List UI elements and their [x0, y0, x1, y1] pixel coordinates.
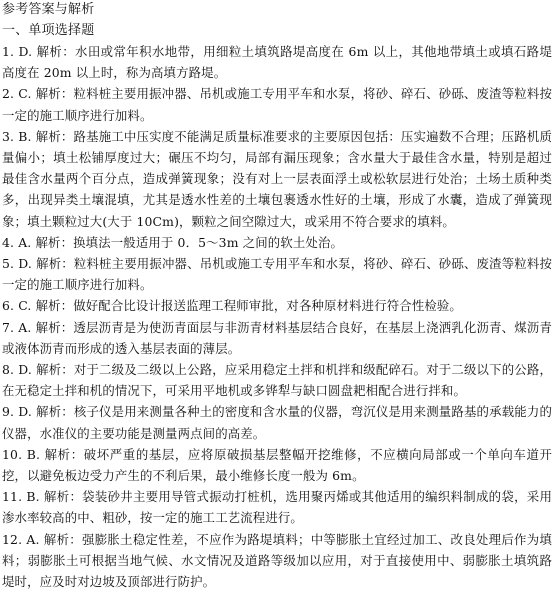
analysis-label: 解析： — [35, 319, 74, 335]
answer-number: 3. B. — [2, 128, 32, 144]
answer-number: 6. C. — [2, 298, 32, 314]
analysis-label: 解析： — [36, 44, 76, 59]
answer-item-2 — [2, 83, 552, 125]
answer-item-10 — [2, 444, 552, 486]
answer-number: 5. D. — [2, 256, 32, 272]
analysis-text: 袋装砂井主要用导管式振动打桩机，选用聚丙烯或其他适用的编织料制成的袋，采用渗水率较高的中、粗砂，按一定的施工工艺流程进行。 — [2, 489, 553, 526]
answer-item-8 — [2, 359, 552, 401]
answer-item-1 — [2, 41, 552, 83]
answer-number: 10. B. — [2, 446, 41, 462]
analysis-label: 解析： — [36, 362, 74, 378]
answer-number: 2. C. — [2, 86, 32, 102]
analysis-label: 解析： — [44, 446, 84, 462]
answer-item-4 — [2, 232, 552, 253]
answer-number: 12. A. — [2, 531, 40, 547]
analysis-text: 粒料桩主要用振冲器、吊机或施工专用平车和水泵，将砂、碎石、砂砾、废渣等粒料按一定的施工顺序进行加料。 — [2, 256, 552, 293]
analysis-label: 解析： — [35, 234, 74, 250]
analysis-text: 水田或常年积水地带，用细粒土填筑路堤高度在 6m 以上，其他地带填土或填石路堤高度在 20m 以上时，称为高填方路堤。 — [2, 44, 552, 81]
analysis-text: 做好配合比设计报送监理工程师审批，对各种原材料进行符合性检验。 — [73, 298, 462, 314]
answer-item-12 — [2, 529, 552, 593]
answer-number: 9. D. — [2, 404, 32, 420]
answer-item-7 — [2, 317, 552, 359]
analysis-text: 换填法一般适用于 0．5～3m 之间的软土处治。 — [73, 234, 344, 250]
answer-item-5 — [2, 253, 552, 295]
document-heading: 参考答案与解析 — [2, 2, 95, 17]
analysis-text: 核子仪是用来测量各种土的密度和含水量的仪器，弯沉仪是用来测量路基的承载能力的仪器，水准仪的主要功能是测量两点间的高差。 — [2, 404, 552, 441]
analysis-text: 破坏严重的基层，应将原破损基层整幅开挖维修，不应横向局部或一个单向车道开挖，以避免板边受力产生的不利后果，最小维修长度一般为 6m。 — [2, 446, 553, 484]
answer-number: 4. A. — [2, 234, 32, 250]
answer-item-6 — [2, 295, 552, 316]
analysis-label: 解析： — [35, 86, 74, 102]
analysis-text: 粒料桩主要用振冲器、吊机或施工专用平车和水泵，将砂、碎石、砂砾、废渣等粒料按一定的施工顺序进行加料。 — [2, 86, 553, 123]
analysis-label: 解析： — [35, 128, 74, 144]
analysis-text: 路基施工中压实度不能满足质量标准要求的主要原因包括：压实遍数不合理；压路机质量偏小；填土松铺厚度过大；碾压不均匀，局部有漏压现象；含水量大于最佳含水量，特别是超过最佳含水量两个百分点，造成弹簧现象；没有对上一层表面浮土或松软层进行处治；土场土质种类多，出现异类土壤混填，尤其是透水性差的土壤包裹透水性好的土壤，形成了水囊，造成了弹簧现象；填土颗粒过大(大于 10Cm)，颗粒之间空隙过大，或采用不符合要求的填料。 — [2, 128, 552, 229]
analysis-label: 解析： — [36, 256, 74, 272]
answer-number: 1. D. — [2, 44, 33, 59]
answer-item-11 — [2, 486, 552, 528]
answer-item-9 — [2, 401, 552, 443]
analysis-label: 解析： — [36, 404, 74, 420]
answer-number: 7. A. — [2, 319, 32, 335]
analysis-text: 强膨胀土稳定性差，不应作为路堤填料；中等膨胀土宜经过加工、改良处理后作为填料；弱膨胀土可根据当地气候、水文情况及道路等级加以应用，对于直接使用中、弱膨胀土填筑路堤时，应及时对边坡及顶部进行防护。 — [2, 531, 552, 590]
analysis-label: 解析： — [43, 531, 82, 547]
section-title: 一、单项选择题 — [2, 23, 95, 38]
answer-number: 8. D. — [2, 362, 32, 378]
answer-number: 11. B. — [2, 489, 40, 505]
answer-document — [2, 0, 552, 592]
analysis-text: 对于二级及二级以上公路，应采用稳定土拌和机拌和级配碎石。对于二级以下的公路，在无稳定土拌和机的情况下，可采用平地机或多铧犁与缺口圆盘耙相配合进行拌和。 — [2, 362, 552, 399]
answer-item-3 — [2, 126, 552, 232]
analysis-label: 解析： — [44, 489, 83, 505]
analysis-label: 解析： — [35, 298, 74, 314]
analysis-text: 透层沥青是为使沥青面层与非沥青材料基层结合良好，在基层上浇洒乳化沥青、煤沥青或液体沥青而形成的透入基层表面的薄层。 — [2, 319, 553, 356]
